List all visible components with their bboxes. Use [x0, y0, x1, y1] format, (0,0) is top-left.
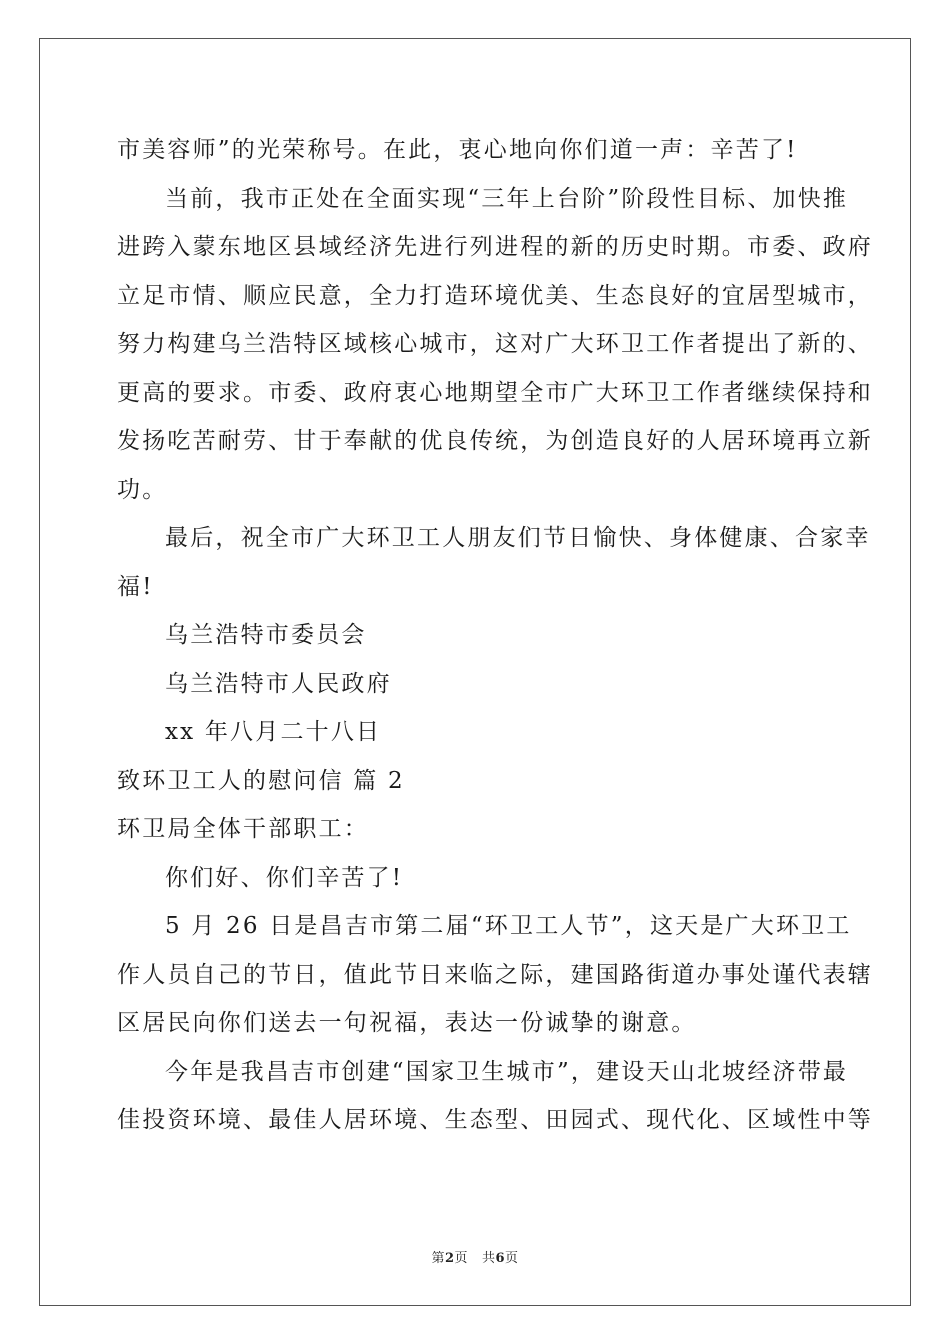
- text-line: 发扬吃苦耐劳、甘于奉献的优良传统，为创造良好的人居环境再立新: [117, 428, 873, 454]
- paragraph: [117, 514, 871, 611]
- text-line: 5 月 26 日是昌吉市第二届“环卫工人节”，这天是广大环卫工: [165, 913, 852, 939]
- footer-total-suffix: 页: [505, 1251, 519, 1266]
- footer-total-prefix: 共: [481, 1251, 496, 1266]
- text-line: 最后，祝全市广大环卫工人朋友们节日愉快、身体健康、合家幸: [165, 525, 871, 551]
- paragraph: [117, 175, 873, 515]
- text-line: 乌兰浩特市人民政府: [165, 670, 392, 697]
- text-line: 努力构建乌兰浩特区域核心城市，这对广大环卫工作者提出了新的、: [117, 331, 873, 357]
- footer-page-total: 6: [495, 1251, 506, 1266]
- footer-page-suffix: 页: [454, 1251, 469, 1266]
- footer-page-current: 2: [444, 1251, 455, 1266]
- text-line: 你们好、你们辛苦了!: [165, 864, 404, 891]
- text-line: 致环卫工人的慰问信 篇 2: [117, 767, 405, 794]
- text-line: 作人员自己的节日，值此节日来临之际，建国路街道办事处谨代表辖: [117, 961, 873, 988]
- paragraph: [117, 757, 833, 806]
- paragraph: [117, 660, 833, 709]
- text-line: 立足市情、顺应民意，全力打造环境优美、生态良好的宜居型城市，: [117, 282, 873, 309]
- text-line: 区居民向你们送去一句祝福，表达一份诚挚的谢意。: [117, 1010, 697, 1036]
- text-line: 当前，我市正处在全面实现“三年上台阶”阶段性目标、加快推: [165, 185, 849, 212]
- paragraph: [117, 126, 833, 175]
- text-line: 福!: [117, 573, 154, 600]
- text-line: 功。: [117, 476, 168, 503]
- paragraph: [117, 708, 833, 757]
- document-body: [117, 126, 873, 1145]
- text-line: 市美容师”的光荣称号。在此，衷心地向你们道一声：辛苦了!: [117, 137, 798, 163]
- text-line: 佳投资环境、最佳人居环境、生态型、田园式、现代化、区域性中等: [117, 1107, 873, 1133]
- paragraph: [117, 854, 833, 903]
- paragraph: [117, 611, 833, 660]
- text-line: 环卫局全体干部职工：: [117, 816, 369, 842]
- page-footer: [0, 1247, 950, 1266]
- footer-page-prefix: 第: [431, 1251, 445, 1266]
- paragraph: [117, 902, 873, 1048]
- text-line: 乌兰浩特市委员会: [165, 622, 367, 648]
- text-line: 今年是我昌吉市创建“国家卫生城市”，建设天山北坡经济带最: [165, 1058, 849, 1085]
- text-line: xx 年八月二十八日: [165, 719, 382, 745]
- paragraph: [117, 805, 833, 854]
- paragraph: [117, 1048, 873, 1145]
- text-line: 更高的要求。市委、政府衷心地期望全市广大环卫工作者继续保持和: [117, 379, 873, 406]
- text-line: 进跨入蒙东地区县域经济先进行列进程的新的历史时期。市委、政府: [117, 234, 873, 260]
